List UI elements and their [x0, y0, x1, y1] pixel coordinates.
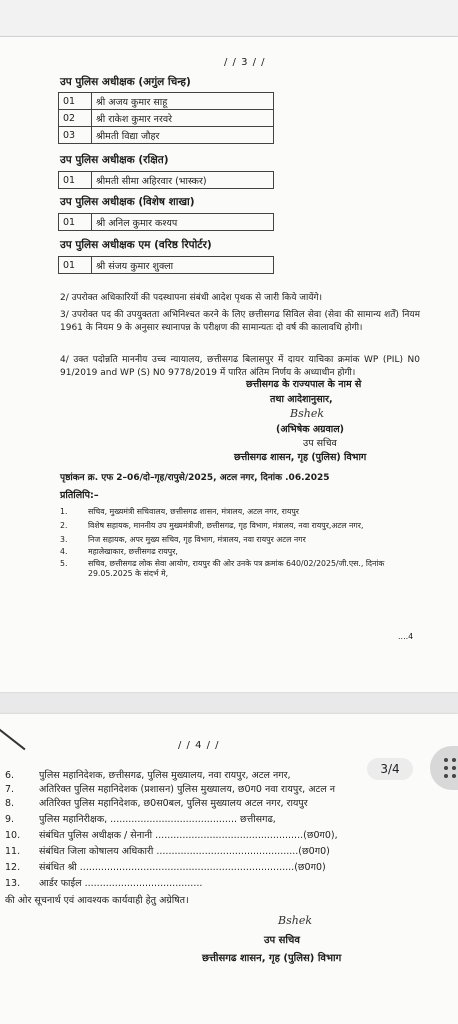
table-row — [59, 172, 274, 189]
list-number: 9. — [5, 814, 15, 825]
list-text: संबंधित श्री .......................................................................(छ0ग0) — [39, 862, 326, 873]
officer-table — [58, 213, 274, 231]
copy-label: प्रतिलिपि:– — [60, 490, 99, 501]
table-row — [59, 93, 274, 110]
list-item — [60, 559, 430, 579]
officer-name: (अभिषेक अग्रवाल) — [276, 424, 344, 435]
table-row — [59, 214, 274, 231]
officer-table — [58, 256, 274, 274]
list-number: 1. — [60, 507, 68, 516]
governor-line-2: तथा आदेशानुसार, — [270, 394, 333, 405]
signature: Bshek — [290, 407, 324, 420]
row-number: 02 — [59, 110, 92, 127]
list-number: 12. — [5, 862, 21, 873]
section-heading: उप पुलिस अधीक्षक (रक्षित) — [60, 154, 169, 166]
list-text: सचिव, छत्तीसगढ लोक सेवा आयोग, रायपुर की ओर उनके पत्र क्रमांक 640/02/2025/जी.एस., दिनांक 29.05.2025 के संदर्भ मे, — [88, 559, 385, 578]
viewer-top-bar — [0, 0, 458, 37]
list-text: संबंधित पुलिस अधीक्षक / सेनानी .................................................(छ0ग0), — [39, 830, 338, 841]
table-row — [59, 127, 274, 144]
officer-name: श्रीमती विद्या जौहर — [92, 127, 274, 144]
list-text: संबंधित जिला कोषालय अधिकारी ...............................................(छ0ग0) — [39, 846, 330, 857]
list-number: 11. — [5, 846, 21, 857]
list-number: 7. — [5, 784, 15, 795]
list-text: अतिरिक्त पुलिस महानिदेशक (प्रशासन) पुलिस मुख्यालय, छ0ग0 नवा रायपुर, अटल न — [39, 784, 335, 795]
department: छत्तीसगढ शासन, गृह (पुलिस) विभाग — [202, 953, 342, 964]
page-corner-line — [0, 724, 26, 750]
table-row — [59, 110, 274, 127]
section-heading: उप पुलिस अधीक्षक (अगुंल चिन्ह) — [60, 76, 191, 88]
list-text: आर्डर फाईल ....................................... — [39, 878, 203, 889]
list-text: पुलिस महानिरीक्षक, .......................................... छत्तीसगढ, — [39, 814, 276, 825]
list-text: महालेखाकार, छत्तीसगढ रायपुर, — [88, 547, 178, 556]
list-number: 13. — [5, 878, 21, 889]
list-item — [5, 812, 458, 825]
list-text: निज सहायक, अपर मुख्य सचिव, गृह विभाग, मंत्रालय, नवा रायपुर अटल नगर — [88, 535, 306, 544]
officer-name: श्री संजय कुमार शुक्ला — [92, 257, 274, 274]
section-heading: उप पुलिस अधीक्षक (विशेष शाखा) — [60, 196, 195, 208]
list-number: 10. — [5, 830, 21, 841]
department: छत्तीसगढ शासन, गृह (पुलिस) विभाग — [234, 452, 367, 463]
list-number: 2. — [60, 521, 68, 530]
list-number: 8. — [5, 798, 15, 809]
list-item — [60, 547, 430, 557]
page-indicator: 3/4 — [367, 758, 413, 780]
list-number: 6. — [5, 770, 15, 781]
list-number: 4. — [60, 547, 68, 556]
officer-table — [58, 171, 274, 189]
officer-title: उप सचिव — [264, 935, 300, 946]
officer-title: उप सचिव — [303, 438, 337, 449]
paragraph-3: 3/ उपरोक्त पद की उपयुक्तता अभिनिश्चत करने के लिए छत्तीसगढ सिविल सेवा (सेवा की सामान्य शर्तें) नियम 1961 के नियम 9 के अनुसार स्थानापन्न के परीक्षण की सामान्यतः दो वर्ष की कालावधि होगी। — [60, 310, 420, 333]
section-heading: उप पुलिस अधीक्षक एम (वरिष्ठ रिपोर्टर) — [60, 239, 212, 251]
list-number: 3. — [60, 535, 68, 544]
page-number: / / 3 / / — [224, 57, 266, 68]
list-item — [5, 828, 458, 841]
list-item — [60, 521, 430, 531]
list-item — [5, 860, 458, 873]
page-number: / / 4 / / — [178, 740, 220, 751]
list-item — [60, 535, 430, 545]
row-number: 01 — [59, 214, 92, 231]
paragraph-4: 4/ उक्त पदोन्नति माननीय उच्च न्यायालय, छत्तीसगढ बिलासपुर में दायर याचिका क्रमांक WP (PIL) N0 91/2019 and WP (S) N0 9778/2019 में पारित अंतिम निर्णय के अध्याधीन होगी। — [60, 355, 420, 378]
governor-line-1: छत्तीसगढ के राज्यपाल के नाम से — [246, 379, 362, 390]
row-number: 01 — [59, 172, 92, 189]
endorsement-number: पृष्ठांकन क्र. एफ 2–06/दो–गृह/रापुसे/2025, अटल नगर, दिनांक .06.2025 — [60, 473, 330, 483]
officer-name: श्री राकेश कुमार नरवरे — [92, 110, 274, 127]
list-item — [5, 876, 458, 889]
paragraph-2: 2/ उपरोक्त अधिकारियों की पदस्थापना संबंधी आदेश पृथक से जारी किये जायेंगे। — [60, 293, 322, 303]
list-text: सचिव, मुख्यमंत्री सचिवालय, छत्तीसगढ शासन, मंत्रालय, अटल नगर, रायपुर — [88, 507, 299, 516]
signature: Bshek — [278, 914, 312, 927]
list-text: पुलिस महानिदेशक, छत्तीसगढ, पुलिस मुख्यालय, नवा रायपुर, अटल नगर, — [39, 770, 291, 781]
list-item — [5, 796, 458, 809]
row-number: 01 — [59, 257, 92, 274]
row-number: 03 — [59, 127, 92, 144]
officer-name: श्रीमती सीमा अहिरवार (भास्कर) — [92, 172, 274, 189]
list-item — [5, 844, 458, 857]
officer-table — [58, 92, 274, 144]
list-number: 5. — [60, 559, 68, 568]
closing-line: की ओर सूचनार्थ एवं आवश्यक कार्यवाही हेतु अग्रेषित। — [5, 895, 189, 906]
list-item — [5, 782, 458, 795]
row-number: 01 — [59, 93, 92, 110]
list-item — [60, 507, 430, 517]
table-row — [59, 257, 274, 274]
officer-name: श्री अजय कुमार साहू — [92, 93, 274, 110]
officer-name: श्री अनिल कुमार कश्यप — [92, 214, 274, 231]
document-page-3 — [0, 37, 458, 692]
list-text: अतिरिक्त पुलिस महानिदेशक, छ0स0बल, पुलिस मुख्यालय अटल नगर, रायपुर — [39, 798, 308, 809]
copy-list — [60, 507, 430, 579]
list-text: विशेष सहायक, माननीय उप मुख्यमंत्रीजी, छत्तीसगढ, गृह विभाग, मंत्रालय, नवा रायपुर,अटल नगर, — [88, 521, 364, 530]
continuation-marker: ....4 — [398, 632, 414, 641]
